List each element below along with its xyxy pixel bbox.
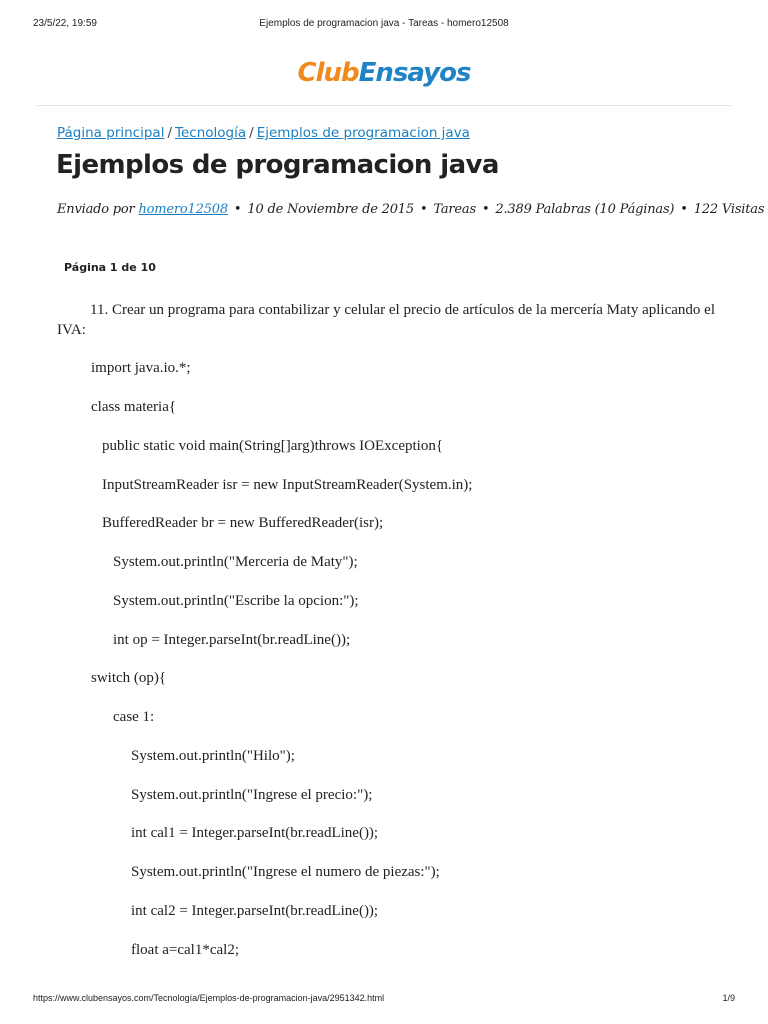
meta-bullet: • [419,202,428,217]
code-line: float a=cal1*cal2; [131,942,239,958]
page-indicator: Página 1 de 10 [64,261,156,274]
breadcrumb-current-link[interactable]: Ejemplos de programacion java [256,125,470,141]
print-date: 23/5/22, 19:59 [33,18,97,29]
visit-count: 122 Visitas [693,202,765,217]
code-line: System.out.println("Ingrese el numero de piezas:"); [131,864,440,880]
code-line: System.out.println("Ingrese el precio:"); [131,787,373,803]
breadcrumb-separator: / [249,125,254,141]
print-title: Ejemplos de programacion java - Tareas - homero12508 [259,18,509,29]
breadcrumb [57,125,470,141]
breadcrumb-separator: / [167,125,173,141]
author-link[interactable]: homero12508 [138,202,228,217]
print-url: https://www.clubensayos.com/Tecnología/Ejemplos-de-programacion-java/2951342.html [33,993,385,1003]
code-line: int cal2 = Integer.parseInt(br.readLine()); [131,903,379,919]
site-header [36,40,732,106]
article-date: 10 de Noviembre de 2015 [247,202,414,217]
sent-by-label: Enviado por [57,202,135,217]
logo-club: Club [297,57,359,88]
meta-bullet: • [680,202,688,217]
code-line: InputStreamReader isr = new InputStreamReader(System.in); [102,477,473,493]
code-line: int cal1 = Integer.parseInt(br.readLine()); [131,825,379,841]
code-line: System.out.println("Escribe la opcion:"); [113,593,359,609]
article-content [57,300,717,340]
code-line: System.out.println("Hilo"); [131,748,295,764]
print-page-number: 1/9 [722,993,735,1003]
code-line: int op = Integer.parseInt(br.readLine()); [113,632,351,648]
page-title: Ejemplos de programacion java [56,150,499,180]
code-line: public static void main(String[]arg)throws IOException{ [102,438,444,454]
meta-bullet: • [233,202,242,217]
code-line: System.out.println("Merceria de Maty"); [113,554,358,570]
meta-bullet: • [481,202,490,217]
article-meta [57,202,764,217]
breadcrumb-home-link[interactable]: Página principal [57,125,165,141]
article-category: Tareas [433,202,476,217]
code-line: BufferedReader br = new BufferedReader(isr); [102,515,384,531]
breadcrumb-category-link[interactable]: Tecnología [175,125,247,141]
code-line: import java.io.*; [91,360,191,376]
word-count: 2.389 Palabras (10 Páginas) [495,202,675,217]
clubensayos-logo[interactable] [298,58,471,88]
code-line: case 1: [113,709,155,725]
code-line: class materia{ [91,399,177,415]
logo-ensayos: Ensayos [358,57,471,88]
code-line: switch (op){ [91,670,167,686]
intro-paragraph: 11. Crear un programa para contabilizar y celular el precio de artículos de la mercería Maty aplicando el IVA: [57,302,715,338]
